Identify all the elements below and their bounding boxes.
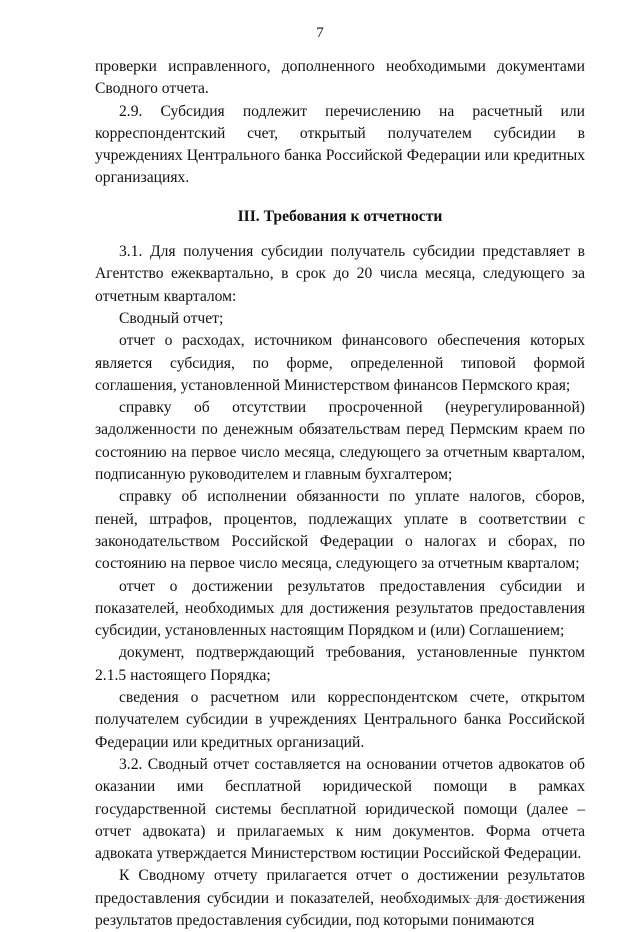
paragraph: 2.9. Субсидия подлежит перечислению на расчетный или корреспондентский счет, открытый получателем субсидии в учреждениях Центрального банка Российской Федерации или кредитных организациях. (95, 102, 585, 187)
list-item-requirements-document: документ, подтверждающий требования, установленные пунктом 2.1.5 настоящего Порядка; (95, 644, 585, 684)
paragraph-attachment: К Сводному отчету прилагается отчет о достижении результатов предоставления субсидии и показателей, необходимых для достижения результатов предоставления субсидии, под которыми понимаются (95, 867, 585, 929)
list-item-results-report: отчет о достижении результатов предоставления субсидии и показателей, необходимых для достижения результатов предоставления субсидии, установленных настоящим Порядком и (или) Соглашением; (95, 577, 585, 640)
list-item-tax-certificate: справку об исполнении обязанности по уплате налогов, сборов, пеней, штрафов, процентов, подлежащих уплате в соответствии с законодательством Российской Федерации о налогах и сборах, по состоянию на первое число месяца, следующего за отчетным кварталом; (95, 488, 585, 573)
paragraph-3-2: 3.2. Сводный отчет составляется на основании отчетов адвокатов об оказании ими бесплатной юридической помощи в рамках государственной системы бесплатной юридической помощи (далее – отчет адвоката) и прилагаемых к ним документов. Форма отчета адвоката утверждается Министерством юстиции Российской Федерации. (95, 755, 585, 863)
paragraph-3-1: 3.1. Для получения субсидии получатель субсидии представляет в Агентство ежеквартально, в срок до 20 числа месяца, следующего за отчетным кварталом: (95, 243, 585, 305)
scan-artifact (418, 898, 558, 901)
document-body (95, 56, 585, 932)
page-number: 7 (316, 25, 324, 41)
paragraph: проверки исправленного, дополненного необходимыми документами Сводного отчета. (95, 58, 585, 98)
list-item-summary-report: Сводный отчет; (119, 309, 224, 327)
section-heading: III. Требования к отчетности (237, 207, 443, 225)
list-item-debt-certificate: справку об отсутствии просроченной (неурегулированной) задолженности по денежным обязательствам перед Пермским краем по состоянию на первое число месяца, следующего за отчетным кварталом, подписанную руководителем и главным бухгалтером; (95, 399, 585, 484)
list-item-expense-report: отчет о расходах, источником финансового обеспечения которых является субсидия, по форме, определенной типовой формой соглашения, установленной Министерством финансов Пермского края; (95, 332, 585, 394)
list-item-bank-account-info: сведения о расчетном или корреспондентском счете, открытом получателем субсидии в учреждениях Центрального банка Российской Федерации или кредитных организаций. (95, 689, 585, 751)
